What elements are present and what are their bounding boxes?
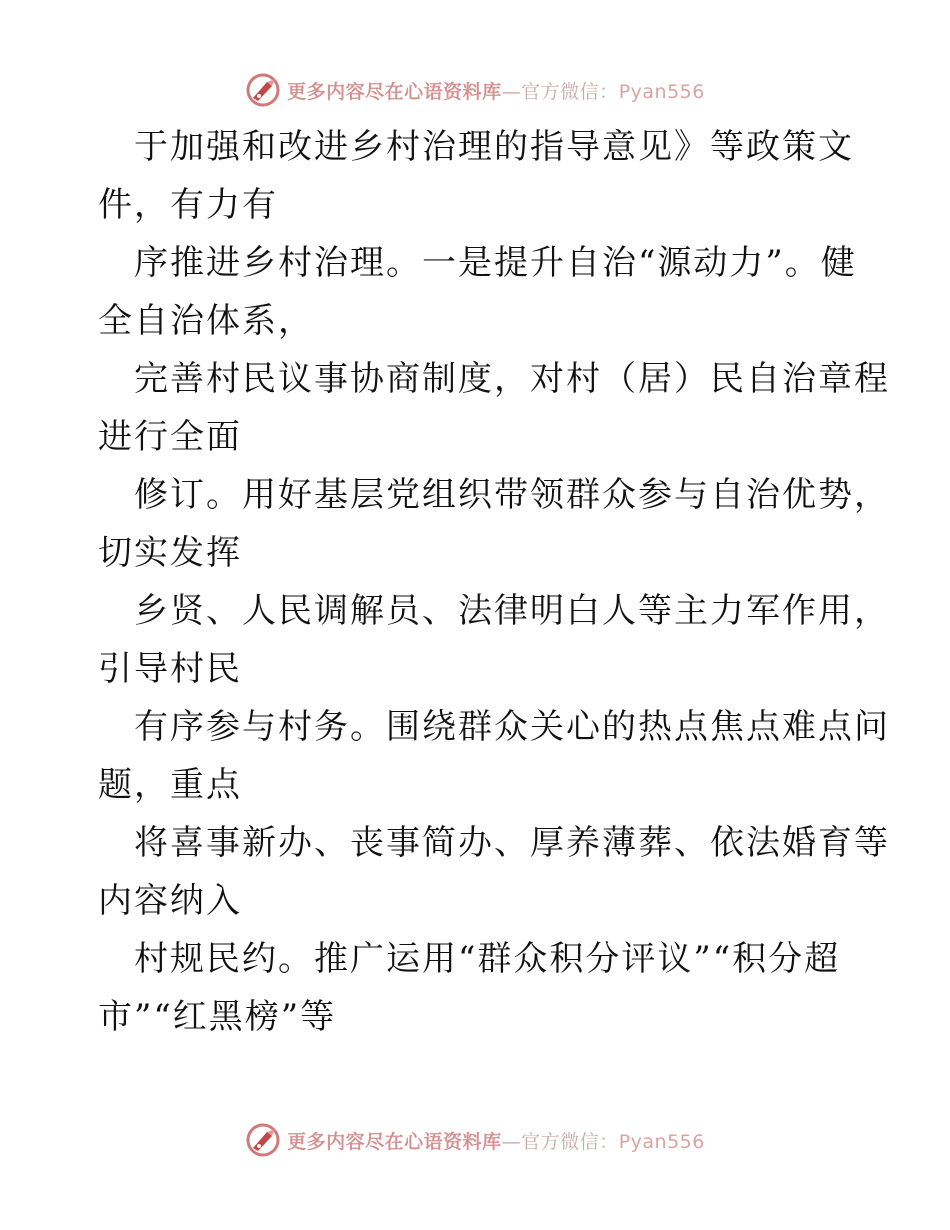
text-line: 件，有力有 [98,185,278,225]
text-line: 切实发挥 [98,533,242,573]
watermark-prefix: 更多内容尽在心语资料库 [287,80,502,103]
pen-nib-logo-icon [245,1122,281,1158]
watermark-dash: — [501,1130,522,1153]
text-line: 序推进乡村治理。一是提升自治“源动力”。健 [134,243,857,283]
watermark-text [287,77,705,104]
text-line: 市”“红黑榜”等 [98,997,337,1037]
watermark-text [287,1127,705,1154]
header-watermark [0,70,950,110]
text-line: 有序参与村务。围绕群众关心的热点焦点难点问 [134,707,890,747]
watermark-prefix: 更多内容尽在心语资料库 [287,1130,502,1153]
watermark-official-label: 官方微信： [521,1130,619,1153]
pen-nib-logo-icon [245,72,281,108]
footer-watermark [0,1120,950,1160]
watermark-wechat-id: Pyan556 [618,80,705,103]
text-line: 全自治体系， [98,301,314,341]
watermark-wechat-id: Pyan556 [618,1130,705,1153]
text-line: 题，重点 [98,765,242,805]
text-line: 于加强和改进乡村治理的指导意见》等政策文 [134,127,854,167]
text-line: 进行全面 [98,417,242,457]
watermark-dash: — [501,80,522,103]
document-body [98,118,890,1046]
text-line: 完善村民议事协商制度，对村（居）民自治章程 [134,359,890,399]
text-line: 村规民约。推广运用“群众积分评议”“积分超 [134,939,841,979]
text-line: 修订。用好基层党组织带领群众参与自治优势， [134,475,890,515]
watermark-official-label: 官方微信： [521,80,619,103]
text-line: 引导村民 [98,649,242,689]
text-line: 乡贤、人民调解员、法律明白人等主力军作用， [134,591,890,631]
text-line: 将喜事新办、丧事简办、厚养薄葬、依法婚育等 [134,823,890,863]
text-line: 内容纳入 [98,881,242,921]
